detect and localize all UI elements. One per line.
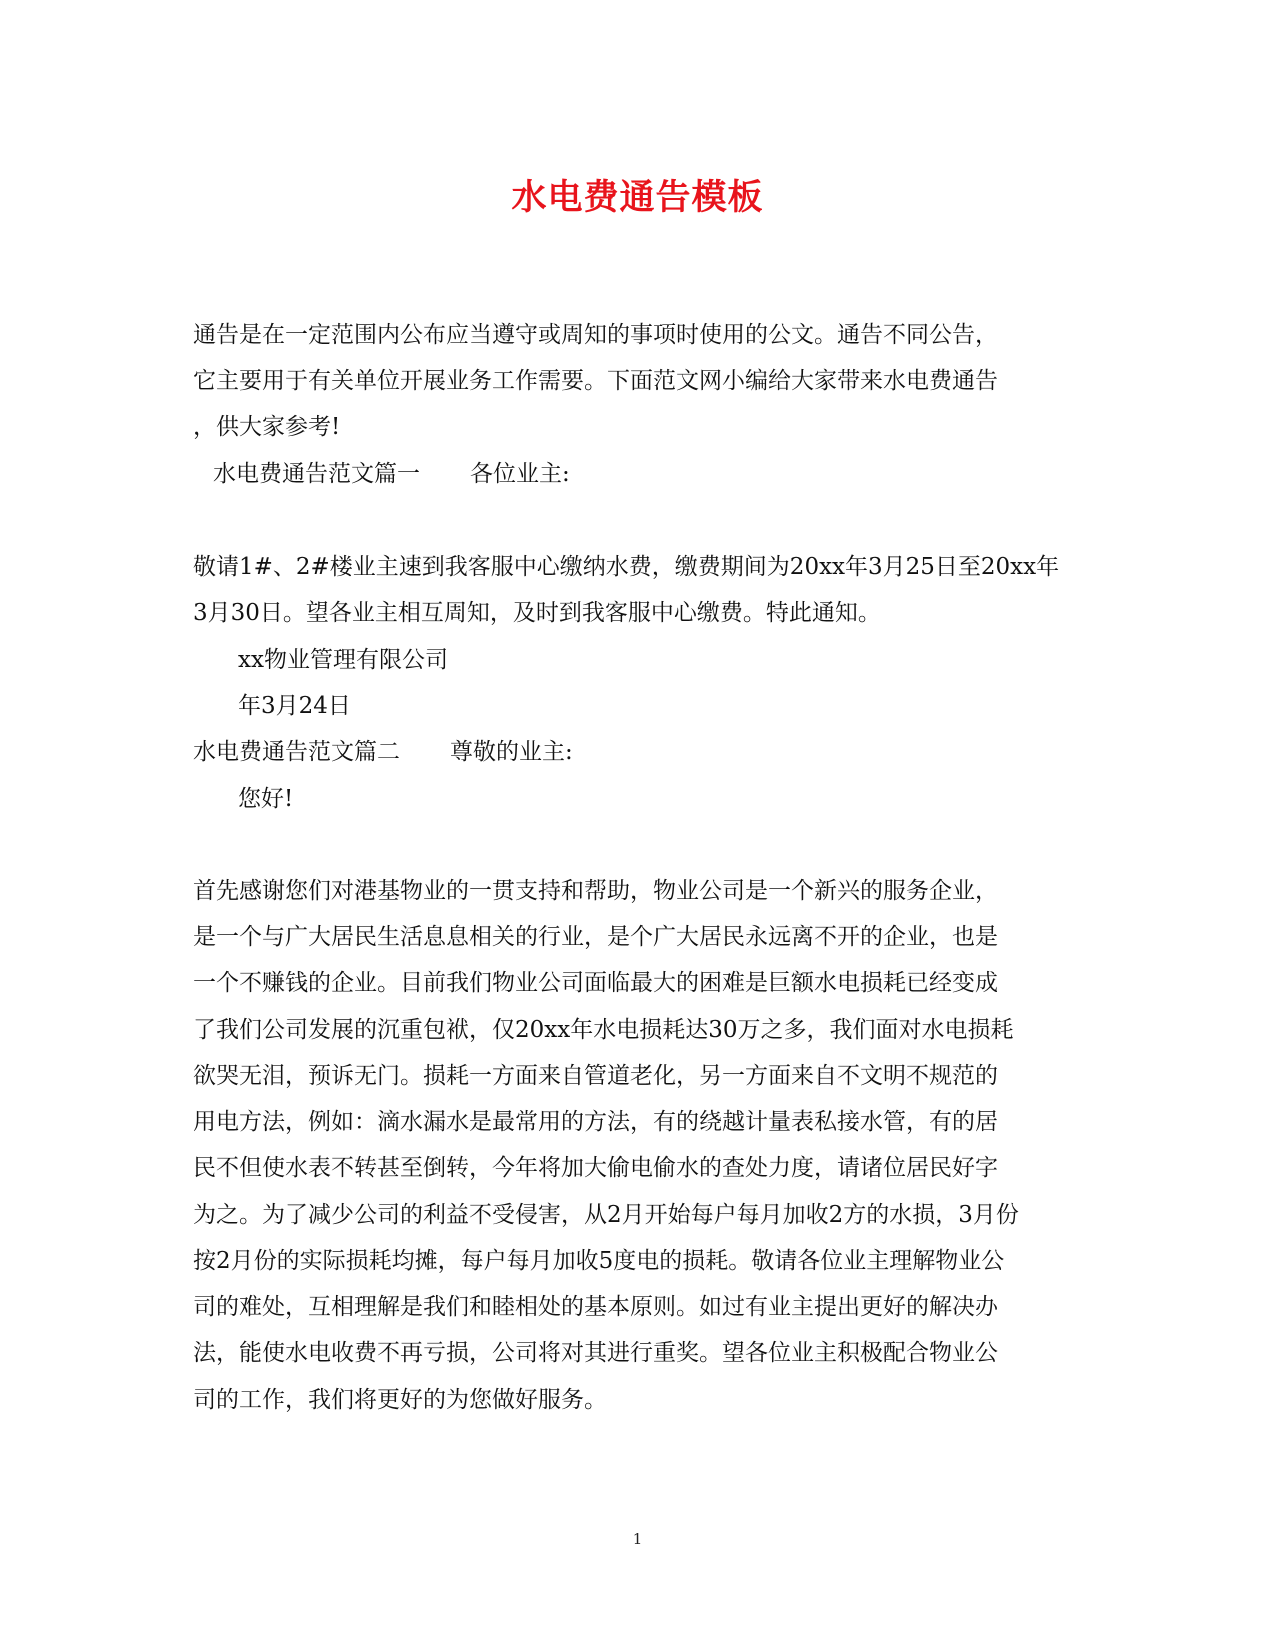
sample2-salutation: 尊敬的业主: [450,739,573,765]
sample1-heading-line [213,459,570,489]
sample2-body-line: 民不但使水表不转甚至倒转，今年将加大偷电偷水的查处力度，请诸位居民好字 [193,1155,998,1181]
intro-line: 它主要用于有关单位开展业务工作需要。下面范文网小编给大家带来水电费通告 [193,368,998,394]
intro-line: ，供大家参考! [193,414,341,440]
sample2-body-line: 司的工作，我们将更好的为您做好服务。 [193,1387,607,1413]
sample2-body-line: 了我们公司发展的沉重包袱，仅20xx年水电损耗达30万之多，我们面对水电损耗 [193,1017,1014,1043]
sample1-date: 年3月24日 [238,693,351,719]
sample2-body-line: 欲哭无泪，预诉无门。损耗一方面来自管道老化，另一方面来自不文明不规范的 [193,1063,998,1089]
sample2-body-line: 是一个与广大居民生活息息相关的行业，是个广大居民永远离不开的企业，也是 [193,924,998,950]
sample1-heading: 水电费通告范文篇一 [213,461,420,487]
sample2-heading-line [193,737,573,767]
sample2-body-line: 法，能使水电收费不再亏损，公司将对其进行重奖。望各位业主积极配合物业公 [193,1340,998,1366]
sample1-signature: xx物业管理有限公司 [238,647,448,673]
sample2-body-line: 为之。为了减少公司的利益不受侵害，从2月开始每户每月加收2方的水损，3月份 [193,1202,1019,1228]
intro-line: 通告是在一定范围内公布应当遵守或周知的事项时使用的公文。通告不同公告， [193,322,998,348]
page-number: 1 [632,1530,643,1548]
sample2-body-line: 按2月份的实际损耗均摊，每户每月加收5度电的损耗。敬请各位业主理解物业公 [193,1248,1005,1274]
document-title: 水电费通告模板 [511,177,764,218]
sample1-body-line: 敬请1#、2#楼业主速到我客服中心缴纳水费，缴费期间为20xx年3月25日至20xx年 [193,554,1060,580]
sample2-body-line: 一个不赚钱的企业。目前我们物业公司面临最大的困难是巨额水电损耗已经变成 [193,970,998,996]
sample2-heading: 水电费通告范文篇二 [193,739,400,765]
sample1-salutation: 各位业主: [470,461,570,487]
sample2-body-line: 司的难处，互相理解是我们和睦相处的基本原则。如过有业主提出更好的解决办 [193,1294,998,1320]
sample2-body-line: 首先感谢您们对港基物业的一贯支持和帮助，物业公司是一个新兴的服务企业， [193,878,998,904]
sample2-body-line: 用电方法，例如：滴水漏水是最常用的方法，有的绕越计量表私接水管，有的居 [193,1109,998,1135]
sample2-greeting: 您好! [238,786,294,812]
sample1-body-line: 3月30日。望各业主相互周知，及时到我客服中心缴费。特此通知。 [193,600,881,626]
